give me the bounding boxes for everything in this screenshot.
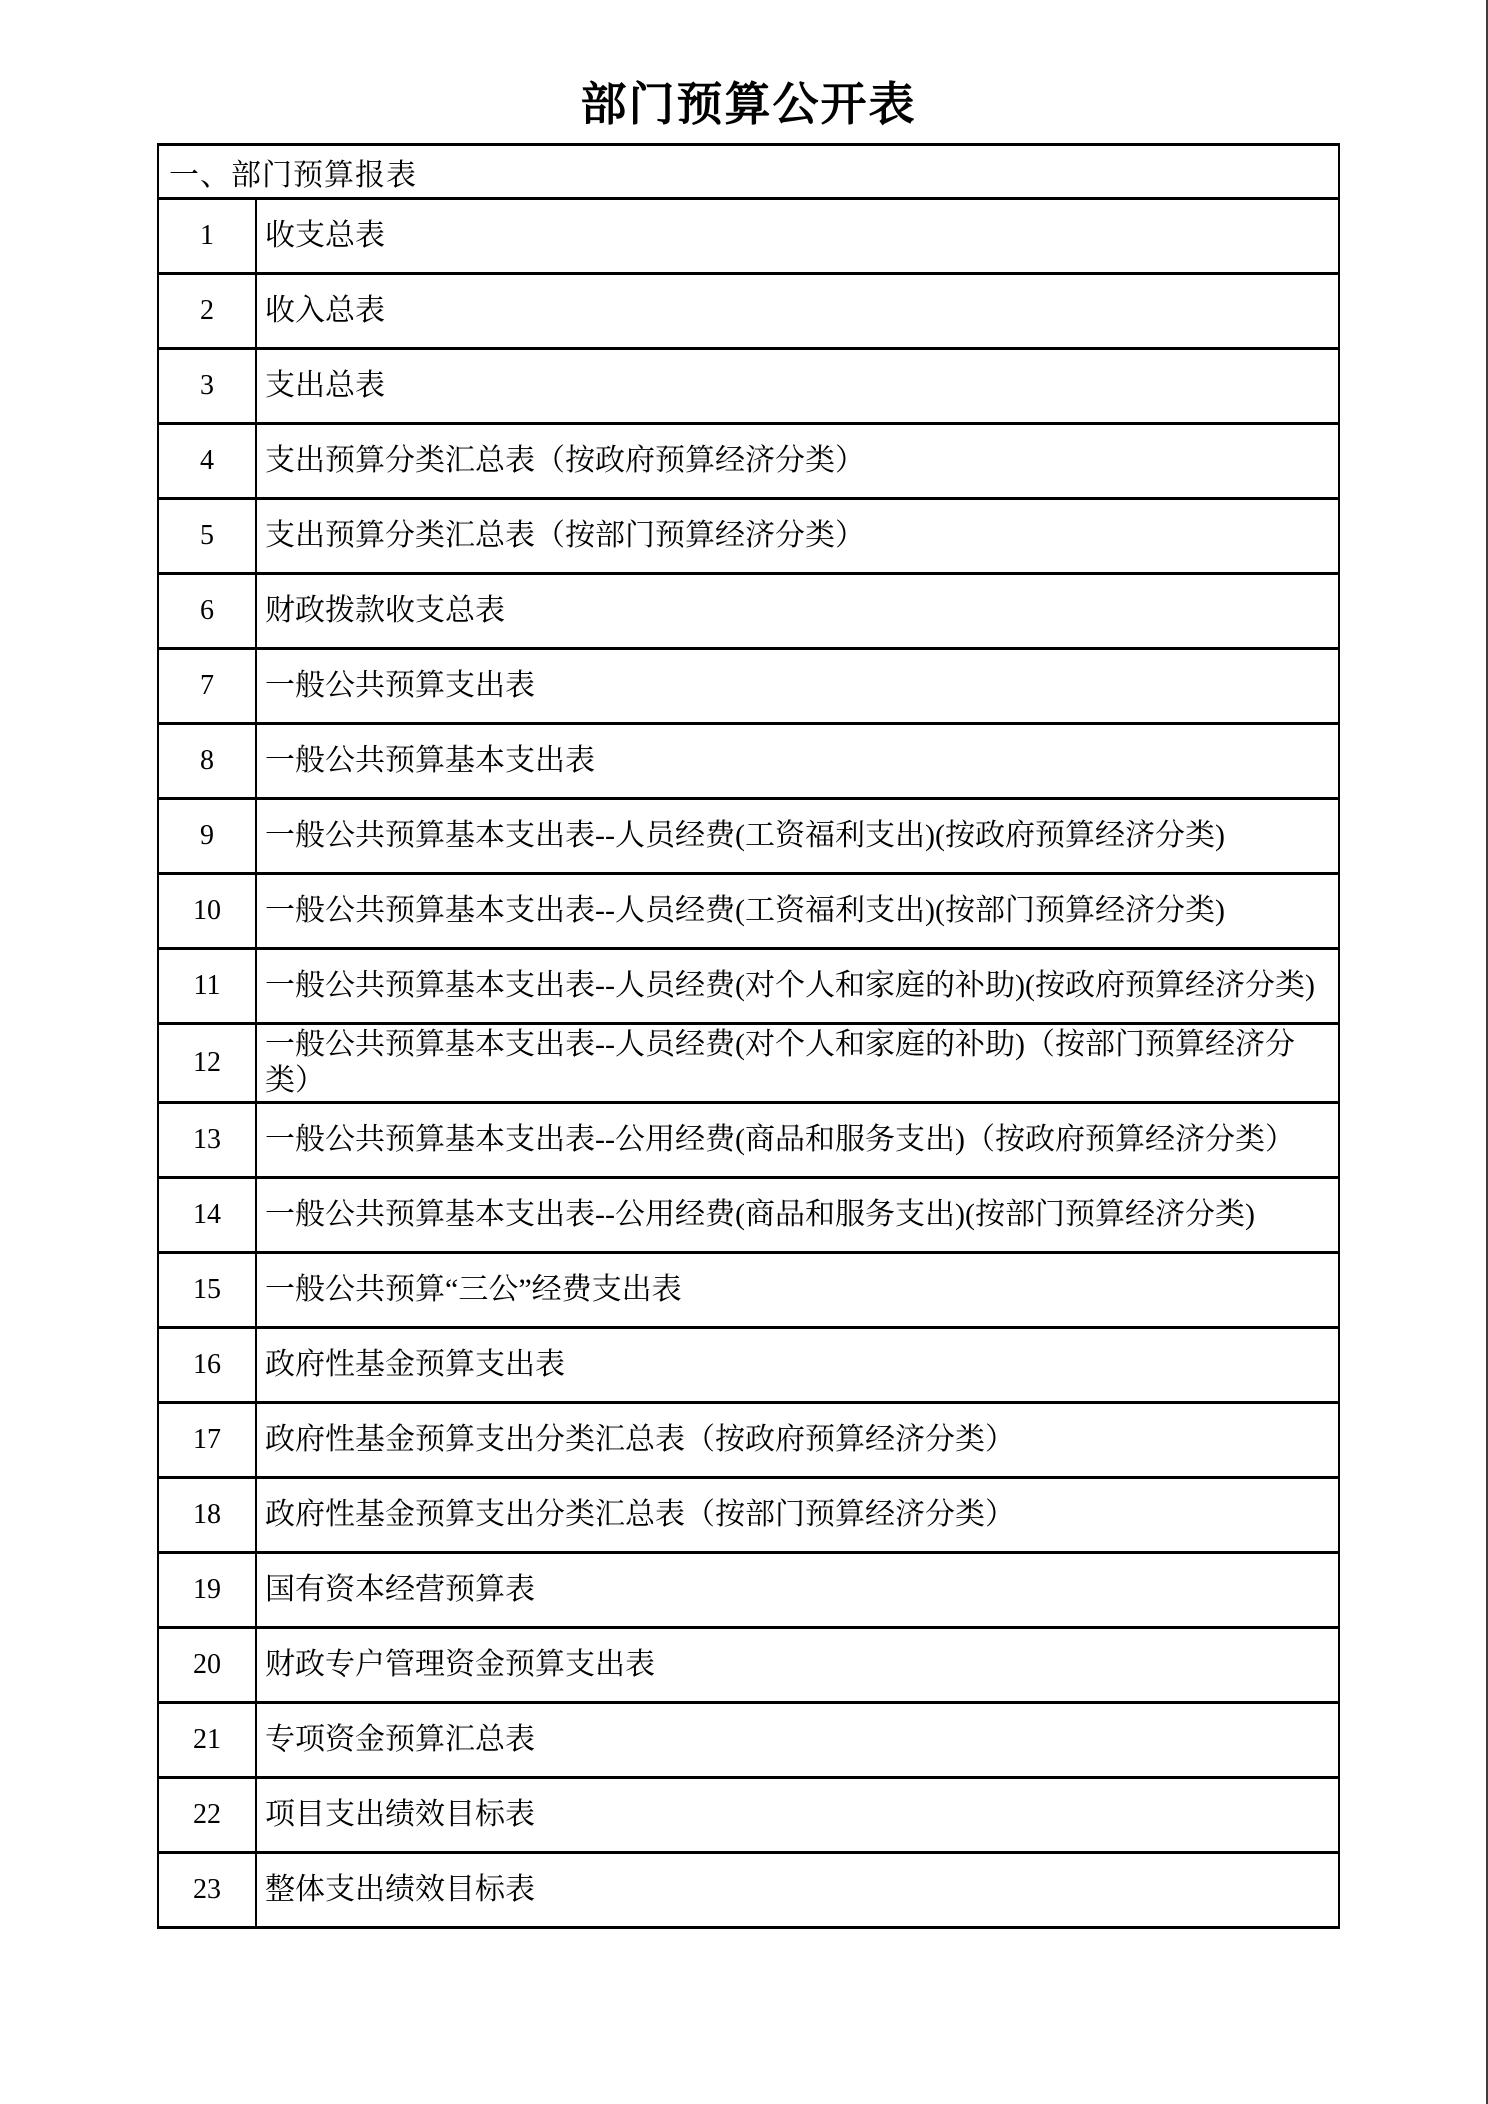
table-row	[158, 649, 1339, 724]
row-number: 6	[158, 574, 256, 649]
row-number: 14	[158, 1178, 256, 1253]
row-title: 一般公共预算“三公”经费支出表	[256, 1253, 1339, 1328]
row-number: 21	[158, 1703, 256, 1778]
row-number: 23	[158, 1853, 256, 1928]
row-title: 支出预算分类汇总表（按政府预算经济分类）	[256, 424, 1339, 499]
row-number: 1	[158, 199, 256, 274]
row-title: 支出总表	[256, 349, 1339, 424]
row-number: 16	[158, 1328, 256, 1403]
row-title: 一般公共预算基本支出表--人员经费(工资福利支出)(按部门预算经济分类)	[256, 874, 1339, 949]
row-number: 10	[158, 874, 256, 949]
row-number: 9	[158, 799, 256, 874]
row-title: 一般公共预算基本支出表--公用经费(商品和服务支出)(按部门预算经济分类)	[256, 1178, 1339, 1253]
table-row	[158, 1703, 1339, 1778]
page-title: 部门预算公开表	[580, 79, 917, 130]
row-number: 18	[158, 1478, 256, 1553]
table-row	[158, 949, 1339, 1024]
table-row	[158, 1778, 1339, 1853]
section-header-row	[158, 145, 1339, 199]
table-row	[158, 499, 1339, 574]
table-row	[158, 724, 1339, 799]
row-number: 20	[158, 1628, 256, 1703]
row-number: 22	[158, 1778, 256, 1853]
row-title: 一般公共预算基本支出表--人员经费(对个人和家庭的补助)（按部门预算经济分类）	[256, 1024, 1339, 1103]
row-number: 15	[158, 1253, 256, 1328]
table-row	[158, 574, 1339, 649]
table-row	[158, 1103, 1339, 1178]
table-row	[158, 799, 1339, 874]
row-title: 政府性基金预算支出分类汇总表（按政府预算经济分类）	[256, 1403, 1339, 1478]
table-row	[158, 274, 1339, 349]
table-row	[158, 1253, 1339, 1328]
row-title: 收支总表	[256, 199, 1339, 274]
row-number: 12	[158, 1024, 256, 1103]
table-row	[158, 1553, 1339, 1628]
row-title: 财政专户管理资金预算支出表	[256, 1628, 1339, 1703]
row-number: 17	[158, 1403, 256, 1478]
row-title: 一般公共预算基本支出表--人员经费(对个人和家庭的补助)(按政府预算经济分类)	[256, 949, 1339, 1024]
section-header: 一、部门预算报表	[158, 145, 1339, 199]
table-body	[158, 199, 1339, 1928]
table-row	[158, 199, 1339, 274]
row-title: 项目支出绩效目标表	[256, 1778, 1339, 1853]
table-row	[158, 1853, 1339, 1928]
row-number: 8	[158, 724, 256, 799]
table-row	[158, 1628, 1339, 1703]
table-row	[158, 349, 1339, 424]
row-number: 13	[158, 1103, 256, 1178]
row-number: 5	[158, 499, 256, 574]
row-title: 一般公共预算基本支出表	[256, 724, 1339, 799]
table-row	[158, 1328, 1339, 1403]
row-title: 专项资金预算汇总表	[256, 1703, 1339, 1778]
row-number: 2	[158, 274, 256, 349]
row-title: 一般公共预算支出表	[256, 649, 1339, 724]
row-title: 支出预算分类汇总表（按部门预算经济分类）	[256, 499, 1339, 574]
budget-table	[157, 143, 1340, 1929]
row-number: 19	[158, 1553, 256, 1628]
row-title: 国有资本经营预算表	[256, 1553, 1339, 1628]
row-number: 7	[158, 649, 256, 724]
row-number: 3	[158, 349, 256, 424]
row-title: 一般公共预算基本支出表--公用经费(商品和服务支出)（按政府预算经济分类）	[256, 1103, 1339, 1178]
row-title: 政府性基金预算支出表	[256, 1328, 1339, 1403]
row-number: 4	[158, 424, 256, 499]
table-row	[158, 1478, 1339, 1553]
row-title: 收入总表	[256, 274, 1339, 349]
table-row	[158, 874, 1339, 949]
row-title: 整体支出绩效目标表	[256, 1853, 1339, 1928]
table-row	[158, 1178, 1339, 1253]
row-number: 11	[158, 949, 256, 1024]
row-title: 财政拨款收支总表	[256, 574, 1339, 649]
table-row	[158, 1024, 1339, 1103]
table-row	[158, 1403, 1339, 1478]
row-title: 政府性基金预算支出分类汇总表（按部门预算经济分类）	[256, 1478, 1339, 1553]
table-row	[158, 424, 1339, 499]
row-title: 一般公共预算基本支出表--人员经费(工资福利支出)(按政府预算经济分类)	[256, 799, 1339, 874]
